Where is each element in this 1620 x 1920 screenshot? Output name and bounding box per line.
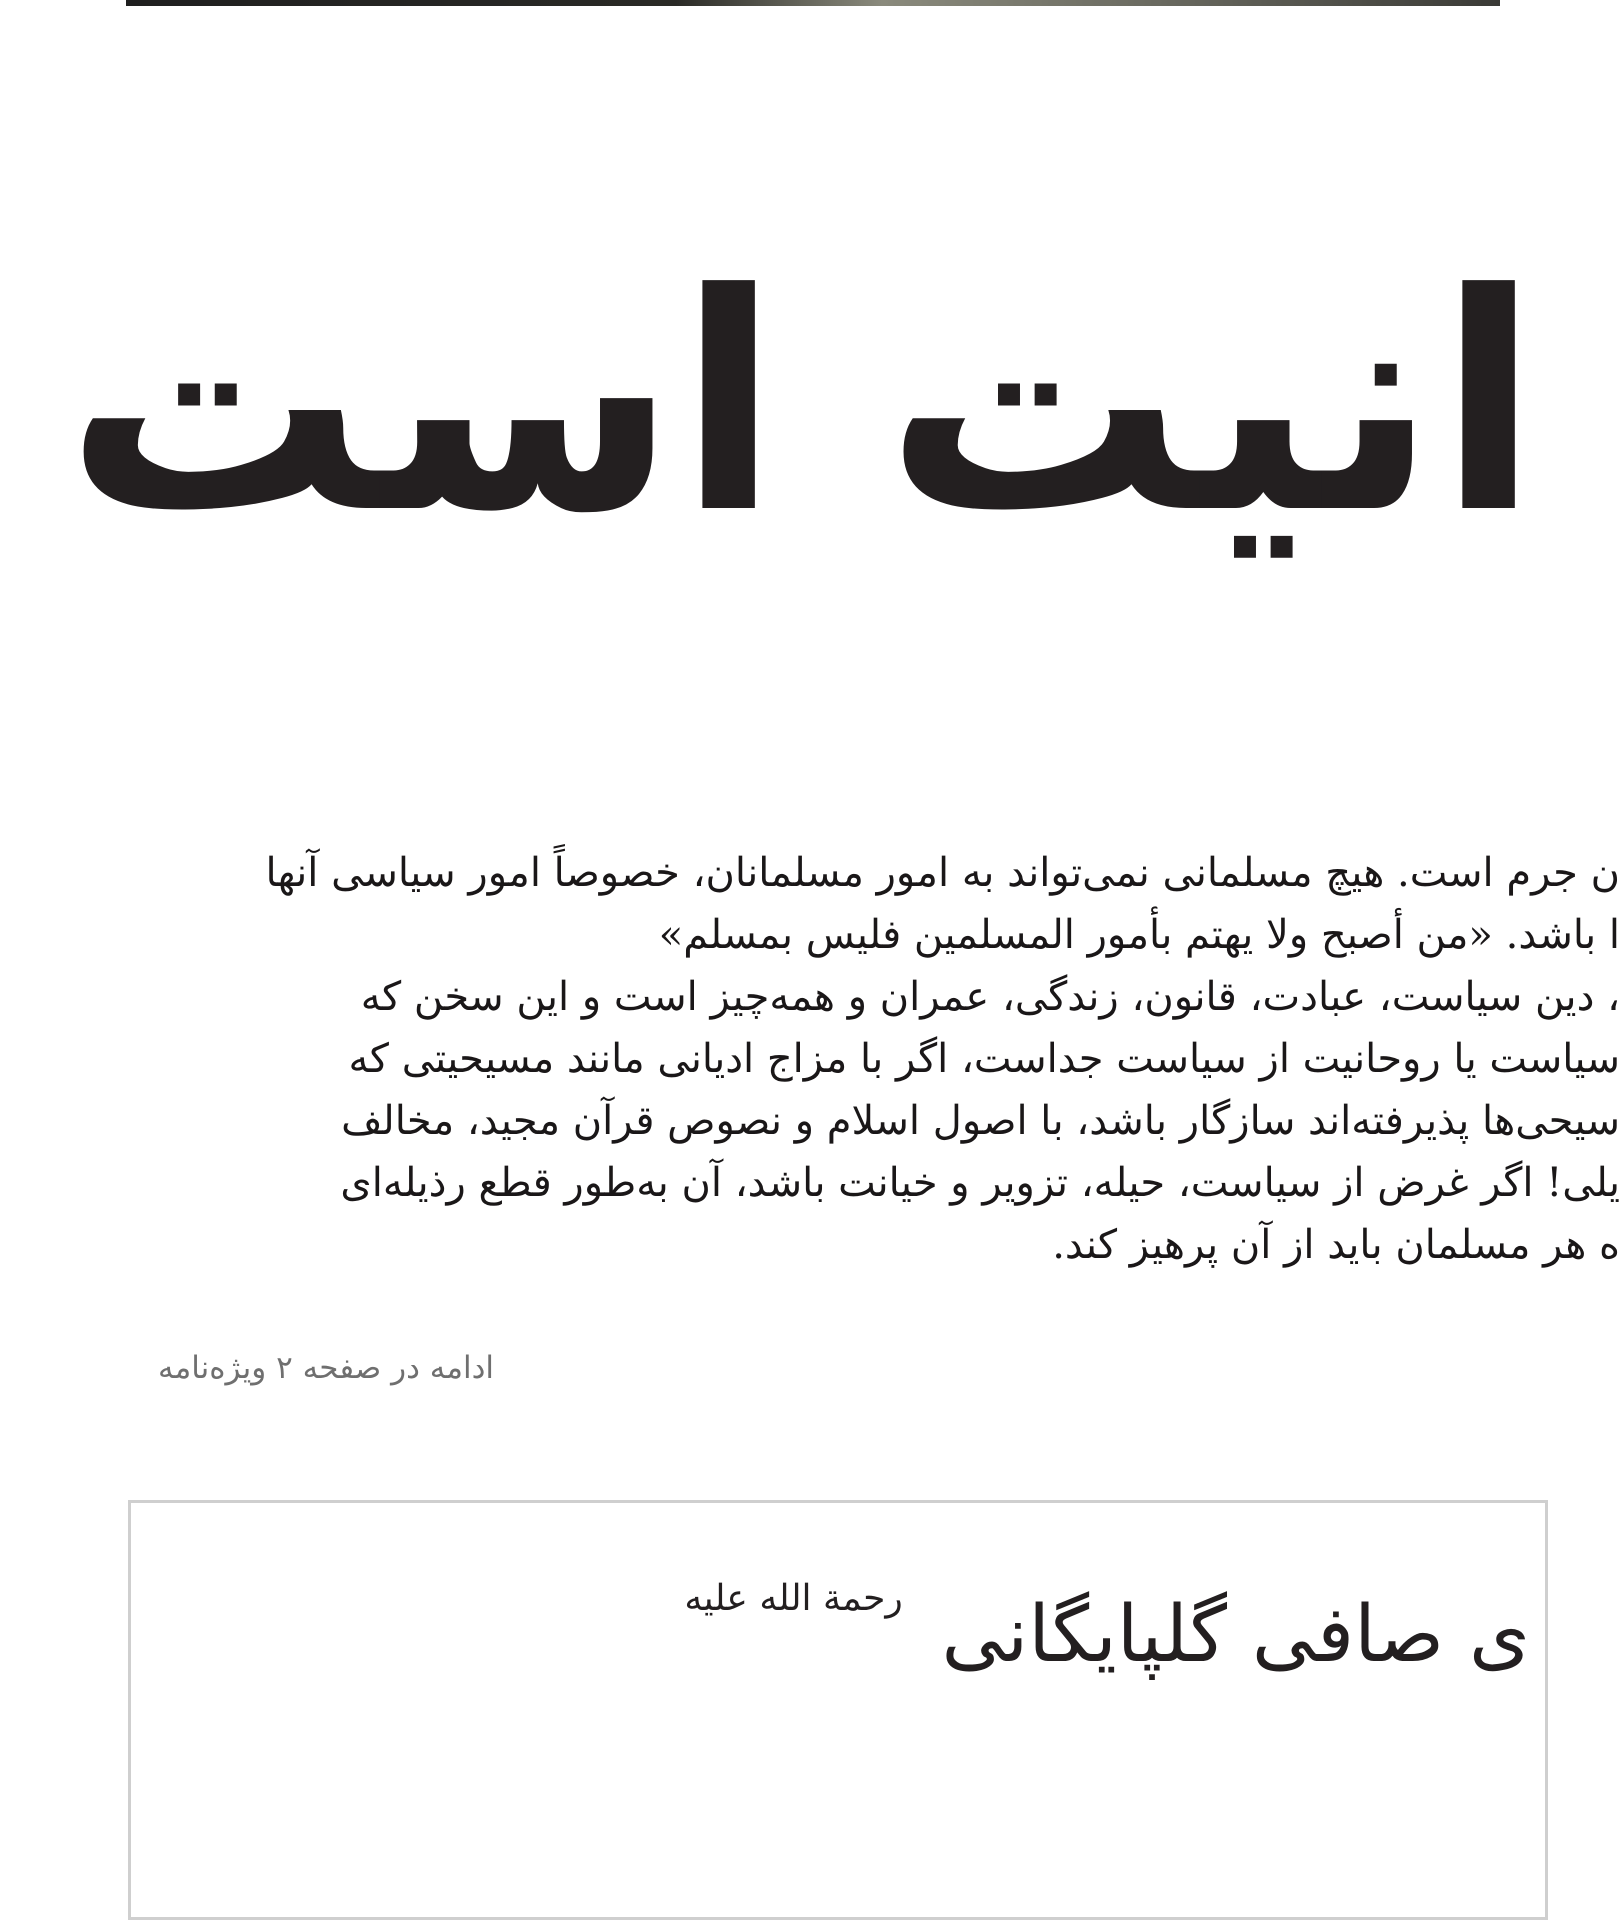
- box-title: [684, 1578, 1530, 1680]
- article-body: [160, 842, 1620, 1276]
- sidebar-box: [128, 1500, 1548, 1920]
- honorific-text: رحمة الله علیه: [684, 1578, 903, 1619]
- body-paragraph-1: ن جرم است. هیچ مسلمانی نمی‌تواند به امور مسلمانان، خصوصاً امور سیاسی آنها ا باشد. «من أصبح ولا یهتم بأمور المسلمین فلیس بمسلم»: [265, 850, 1620, 958]
- headline: انیت است: [64, 230, 1540, 579]
- continue-note[interactable]: ادامه در صفحه ۲ ویژه‌نامه: [158, 1350, 494, 1386]
- box-title-text: ی صافی گلپایگانی: [941, 1590, 1530, 1680]
- body-paragraph-2: ، دین سیاست، عبادت، قانون، زندگی، عمران و همه‌چیز است و این سخن که سیاست یا روحانیت از سیاست جداست، اگر با مزاج ادیانی مانند مسیحیتی که سیحی‌ها پذیرفته‌اند سازگار باشد، با اصول اسلام و نصوص قرآن مجید، مخالف یلی! اگر غرض از سیاست، حیله، تزویر و خیانت باشد، آن به‌طور قطع رذیله‌ای ه هر مسلمان باید از آن پرهیز کند.: [340, 974, 1620, 1268]
- top-image-strip: [126, 0, 1500, 6]
